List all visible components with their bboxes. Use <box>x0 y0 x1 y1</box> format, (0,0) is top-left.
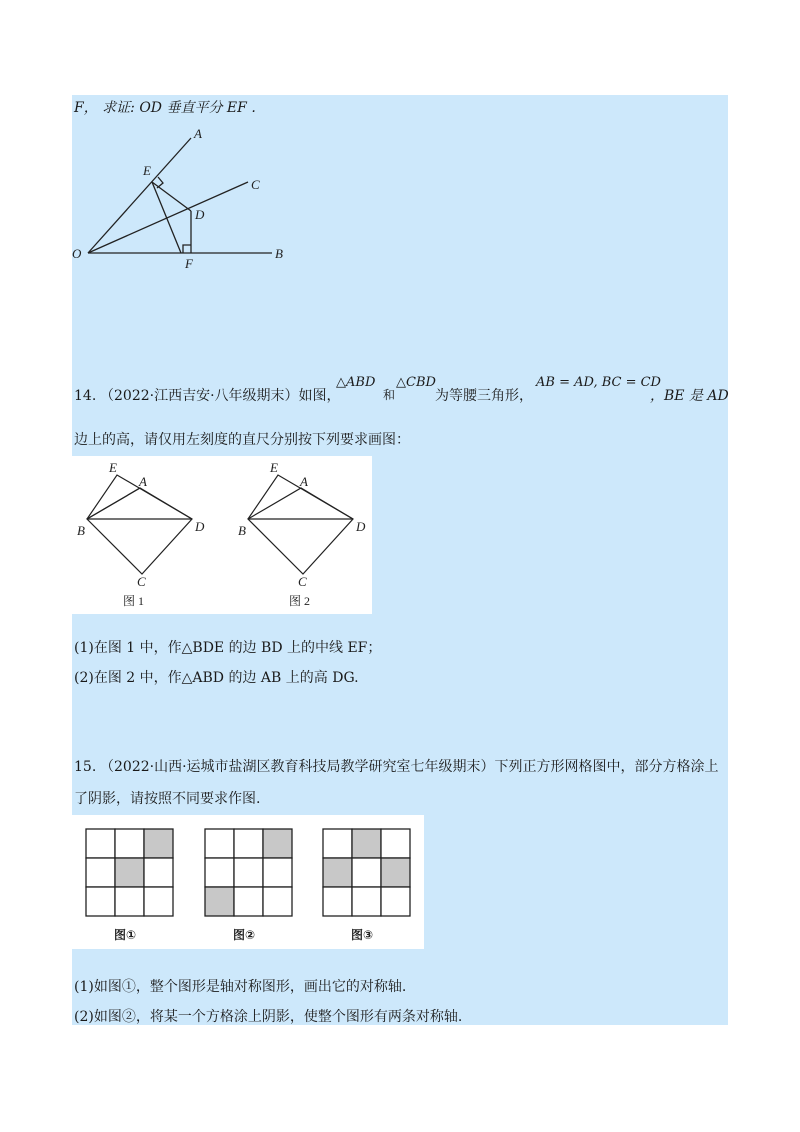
q14-be-tail: ，BE 是 AD <box>650 388 729 404</box>
fig2-label-d: D <box>356 519 366 534</box>
q14-triangle-abd: △ABD <box>336 375 376 390</box>
label-o: O <box>72 246 82 261</box>
label-a: A <box>194 126 202 141</box>
grid-cell <box>263 858 292 887</box>
fig2-label-b: B <box>238 523 246 538</box>
grid-cell <box>381 887 410 916</box>
grid-cell <box>86 887 115 916</box>
fig1-label-a: A <box>139 474 147 489</box>
fig1-label-d: D <box>195 519 205 534</box>
fig1-caption: 图 1 <box>123 594 145 608</box>
grid-cell <box>234 829 263 858</box>
grid-cell <box>86 829 115 858</box>
q14-task1: (1)在图 1 中，作△BDE 的边 BD 上的中线 EF； <box>74 640 382 656</box>
grid-cell <box>115 887 144 916</box>
q14-source: （2022·江西吉安·八年级期末）如图， <box>100 388 341 404</box>
grid-cell <box>144 858 173 887</box>
label-e: E <box>143 163 151 178</box>
q14-line2: 边上的高，请仅用左刻度的直尺分别按下列要求画图： <box>74 432 410 448</box>
grid-cell-shaded <box>323 858 352 887</box>
fig2-label-a: A <box>300 474 308 489</box>
grid-cell-shaded <box>144 829 173 858</box>
grid-cell <box>234 887 263 916</box>
grid-cell <box>86 858 115 887</box>
grid-cell-shaded <box>352 829 381 858</box>
grid-caption: 图② <box>233 928 256 942</box>
grid-cell <box>263 887 292 916</box>
grid-cell <box>352 887 381 916</box>
grid-cell-shaded <box>115 858 144 887</box>
grid-cell <box>352 858 381 887</box>
q14-triangle-cbd: △CBD <box>396 375 436 390</box>
grid-cell <box>323 829 352 858</box>
grid-cell <box>115 829 144 858</box>
grid-cell-shaded <box>263 829 292 858</box>
grid-cell <box>323 887 352 916</box>
label-b: B <box>275 246 283 261</box>
q15-line2: 了阴影，请按照不同要求作图. <box>74 791 261 807</box>
grid-1 <box>86 829 173 942</box>
grid-cell <box>205 858 234 887</box>
q14-number: 14. <box>74 388 97 404</box>
q14-task2: (2)在图 2 中，作△ABD 的边 AB 上的高 DG. <box>74 670 359 686</box>
q14-and: 和 <box>383 388 396 402</box>
q14-condition: AB = AD, BC = CD <box>536 375 661 390</box>
label-c: C <box>251 177 260 192</box>
grid-cell <box>234 858 263 887</box>
grid-caption: 图③ <box>351 928 374 942</box>
fig1-label-e: E <box>109 460 117 475</box>
grid-cell <box>144 887 173 916</box>
q15-task2: (2)如图②，将某一个方格涂上阴影，使整个图形有两条对称轴. <box>74 1009 463 1025</box>
fig2-label-e: E <box>270 460 278 475</box>
label-d: D <box>195 207 205 222</box>
q14-isosceles: 为等腰三角形， <box>435 388 533 404</box>
fig1-label-c: C <box>137 574 146 589</box>
grid-caption: 图① <box>114 928 137 942</box>
fig2-caption: 图 2 <box>289 594 311 608</box>
q15-number: 15. <box>74 759 97 775</box>
grid-3 <box>323 829 410 942</box>
grid-cell <box>205 829 234 858</box>
grid-cell <box>381 829 410 858</box>
q15-task1: (1)如图①，整个图形是轴对称图形，画出它的对称轴. <box>74 979 407 995</box>
label-f: F <box>185 256 193 271</box>
q15-source: （2022·山西·运城市盐湖区教育科技局教学研究室七年级期末）下列正方形网格图中，部分方格涂上 <box>100 759 719 775</box>
grid-cell-shaded <box>205 887 234 916</box>
grid-2 <box>205 829 292 942</box>
fig2-label-c: C <box>298 574 307 589</box>
grid-cell-shaded <box>381 858 410 887</box>
q13-proof-line: F， 求证: OD 垂直平分 EF . <box>74 100 256 116</box>
fig1-label-b: B <box>77 523 85 538</box>
